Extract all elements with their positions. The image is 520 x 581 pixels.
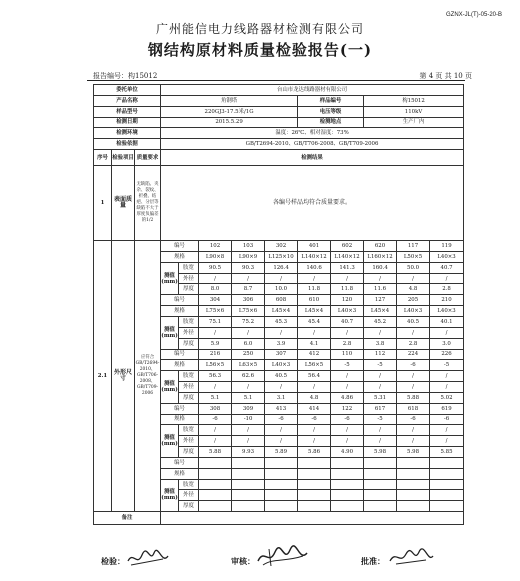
item-header: 检验项目 <box>112 150 135 166</box>
sample-no-value: 构15012 <box>364 95 464 106</box>
outer-cell: / <box>331 436 364 447</box>
id-cell: 401 <box>298 241 331 252</box>
spec-cell: -5 <box>331 360 364 371</box>
thickness-cell: 4.86 <box>331 392 364 403</box>
id-cell: 122 <box>331 403 364 414</box>
outer-cell: / <box>232 436 265 447</box>
id-cell: 120 <box>331 295 364 306</box>
thickness-cell: 5.86 <box>298 447 331 458</box>
environment-row <box>94 128 464 139</box>
thick-label: 厚度 <box>179 284 199 295</box>
id-cell: 302 <box>265 241 298 252</box>
reviewer-signature <box>255 545 311 569</box>
width-cell: / <box>232 425 265 436</box>
thickness-cell: 3.0 <box>430 338 464 349</box>
sample-no-label: 样品编号 <box>298 95 364 106</box>
thickness-cell <box>199 501 232 512</box>
id-label: 编号 <box>161 349 199 360</box>
outer-cell: / <box>199 382 232 393</box>
outer-cell: / <box>331 382 364 393</box>
inspector-signature <box>125 547 171 569</box>
measured-label: 测值(mm) <box>161 371 179 404</box>
outer-cell <box>265 490 298 501</box>
id-cell: 224 <box>397 349 430 360</box>
seq-header: 序号 <box>94 150 112 166</box>
width-cell: 62.6 <box>232 371 265 382</box>
width-cell: 40.5 <box>397 316 430 327</box>
width-cell: 40.1 <box>430 316 464 327</box>
width-cell: 90.5 <box>199 262 232 273</box>
width-cell: / <box>331 371 364 382</box>
spec-label: 规格 <box>161 414 199 425</box>
thickness-cell: 5.1 <box>199 392 232 403</box>
thickness-cell <box>265 501 298 512</box>
width-cell: 75.1 <box>199 316 232 327</box>
id-cell: 413 <box>265 403 298 414</box>
model-label: 样品型号 <box>94 106 161 117</box>
outer-cell: / <box>199 273 232 284</box>
thickness-cell: 2.8 <box>397 338 430 349</box>
id-cell <box>430 457 464 468</box>
spec-cell: -5 <box>364 414 397 425</box>
width-cell <box>364 479 397 490</box>
id-cell: 309 <box>232 403 265 414</box>
outer-cell: / <box>232 382 265 393</box>
outer-cell: / <box>364 436 397 447</box>
outer-cell: / <box>397 436 430 447</box>
outer-cell <box>232 490 265 501</box>
id-row <box>94 241 464 252</box>
report-number: 报告编号：构15012 <box>93 72 158 80</box>
width-cell: 40.5 <box>265 371 298 382</box>
outer-cell: / <box>430 273 464 284</box>
outer-cell <box>430 490 464 501</box>
measured-label: 测值(mm) <box>161 316 179 349</box>
thickness-cell: 8.7 <box>232 284 265 295</box>
outer-cell: / <box>364 273 397 284</box>
id-cell: 110 <box>331 349 364 360</box>
outer-cell: / <box>298 436 331 447</box>
width-cell: / <box>364 371 397 382</box>
spec-cell <box>298 468 331 479</box>
surface-quality-row <box>94 166 464 241</box>
product-label: 产品名称 <box>94 95 161 106</box>
width-cell: / <box>397 425 430 436</box>
width-label: 肢宽 <box>179 262 199 273</box>
outer-label: 外径 <box>179 327 199 338</box>
id-cell <box>397 457 430 468</box>
outer-cell: / <box>199 436 232 447</box>
spec-cell: L45×4 <box>265 306 298 317</box>
thickness-cell: 11.8 <box>331 284 364 295</box>
width-cell: 45.4 <box>298 316 331 327</box>
thick-label: 厚度 <box>179 447 199 458</box>
id-cell: 610 <box>298 295 331 306</box>
width-cell: 126.4 <box>265 262 298 273</box>
spec-cell: -5 <box>364 360 397 371</box>
width-cell: 56.3 <box>199 371 232 382</box>
thickness-cell: 4.8 <box>397 284 430 295</box>
measured-label: 测值(mm) <box>161 425 179 458</box>
model-value: 220GJ3-17.5米/1G <box>161 106 298 117</box>
width-cell <box>265 479 298 490</box>
thickness-cell: 5.02 <box>430 392 464 403</box>
spec-cell: L75×6 <box>199 306 232 317</box>
id-cell: 112 <box>364 349 397 360</box>
id-cell: 414 <box>298 403 331 414</box>
spec-cell: L50×5 <box>397 251 430 262</box>
outer-cell: / <box>331 327 364 338</box>
width-cell: 140.6 <box>298 262 331 273</box>
header-divider <box>87 80 465 81</box>
id-cell: 119 <box>430 241 464 252</box>
basis-label: 检验依据 <box>94 139 161 150</box>
outer-cell: / <box>298 327 331 338</box>
outer-cell: / <box>265 327 298 338</box>
thickness-cell: 2.8 <box>331 338 364 349</box>
outer-cell: / <box>265 382 298 393</box>
outer-cell: / <box>397 327 430 338</box>
voltage-label: 电压等级 <box>298 106 364 117</box>
spec-cell: -6 <box>199 414 232 425</box>
row2-seq: 2.1 <box>94 241 112 512</box>
thickness-cell: 4.8 <box>298 392 331 403</box>
thickness-cell <box>331 501 364 512</box>
thickness-cell: 2.8 <box>430 284 464 295</box>
client-label: 委托单位 <box>94 85 161 96</box>
width-cell: 45.2 <box>364 316 397 327</box>
width-label: 肢宽 <box>179 425 199 436</box>
location-label: 检测地点 <box>298 117 364 128</box>
thickness-cell: 5.88 <box>397 392 430 403</box>
width-cell: / <box>199 425 232 436</box>
outer-cell: / <box>364 327 397 338</box>
spec-cell: -10 <box>232 414 265 425</box>
id-cell: 216 <box>199 349 232 360</box>
outer-cell: / <box>232 273 265 284</box>
width-cell <box>232 479 265 490</box>
width-label: 肢宽 <box>179 316 199 327</box>
outer-label: 外径 <box>179 382 199 393</box>
id-cell: 620 <box>364 241 397 252</box>
spec-cell: -6 <box>298 414 331 425</box>
date-label: 检测日期 <box>94 117 161 128</box>
outer-label: 外径 <box>179 490 199 501</box>
spec-cell <box>232 468 265 479</box>
id-label: 编号 <box>161 457 199 468</box>
thickness-cell: 5.89 <box>265 447 298 458</box>
outer-label: 外径 <box>179 273 199 284</box>
outer-cell: / <box>199 327 232 338</box>
outer-cell: / <box>232 327 265 338</box>
row2-item: 外形尺寸 <box>112 241 135 512</box>
spec-cell: L125×10 <box>265 251 298 262</box>
width-cell: 90.3 <box>232 262 265 273</box>
thickness-cell <box>430 501 464 512</box>
id-cell: 618 <box>397 403 430 414</box>
measured-label: 测值(mm) <box>161 479 179 512</box>
spec-cell: -6 <box>265 414 298 425</box>
environment-value: 温度：26℃、相对湿度：73% <box>161 128 464 139</box>
thickness-cell: 4.1 <box>298 338 331 349</box>
approver-label: 批准： <box>361 556 385 566</box>
measured-label: 测值(mm) <box>161 262 179 295</box>
client-value: 台山市龙达线路器材有限公司 <box>161 85 464 96</box>
spec-cell: L140×12 <box>331 251 364 262</box>
outer-cell: / <box>265 273 298 284</box>
outer-cell: / <box>397 382 430 393</box>
client-row <box>94 85 464 96</box>
id-cell: 205 <box>397 295 430 306</box>
basis-value: GB/T2694-2010、GB/T706-2008、GB/T709-2006 <box>161 139 464 150</box>
result-header-row <box>94 150 464 166</box>
spec-cell <box>265 468 298 479</box>
thickness-cell: 5.98 <box>364 447 397 458</box>
width-cell: / <box>397 371 430 382</box>
id-cell: 103 <box>232 241 265 252</box>
spec-cell: L40×3 <box>397 306 430 317</box>
remarks-row <box>94 512 464 525</box>
spec-cell <box>331 468 364 479</box>
spec-cell: -6 <box>397 414 430 425</box>
width-cell <box>199 479 232 490</box>
id-cell: 102 <box>199 241 232 252</box>
thickness-cell: 5.1 <box>232 392 265 403</box>
spec-cell: -6 <box>331 414 364 425</box>
spec-cell: L40×3 <box>331 306 364 317</box>
reviewer-label: 审核： <box>231 556 255 566</box>
id-cell <box>232 457 265 468</box>
width-cell <box>430 479 464 490</box>
width-cell <box>331 479 364 490</box>
id-cell <box>199 457 232 468</box>
outer-cell: / <box>364 382 397 393</box>
width-cell: 40.7 <box>430 262 464 273</box>
outer-cell <box>397 490 430 501</box>
requirement-header: 质量要求 <box>135 150 161 166</box>
id-cell: 619 <box>430 403 464 414</box>
thickness-cell <box>364 501 397 512</box>
thickness-cell: 5.85 <box>430 447 464 458</box>
id-cell <box>298 457 331 468</box>
thickness-cell <box>298 501 331 512</box>
outer-cell: / <box>265 436 298 447</box>
width-cell: / <box>298 425 331 436</box>
voltage-value: 110kV <box>364 106 464 117</box>
width-cell: 75.2 <box>232 316 265 327</box>
outer-cell: / <box>430 327 464 338</box>
company-name: 广州能信电力线路器材检测有限公司 <box>155 22 364 36</box>
thickness-cell: 5.31 <box>364 392 397 403</box>
outer-cell <box>364 490 397 501</box>
outer-cell: / <box>430 436 464 447</box>
spec-label: 规格 <box>161 251 199 262</box>
product-value: 角钢塔 <box>161 95 298 106</box>
spec-cell: L160×12 <box>364 251 397 262</box>
id-cell: 602 <box>331 241 364 252</box>
spec-cell <box>199 468 232 479</box>
remarks-value <box>161 512 464 525</box>
id-cell: 210 <box>430 295 464 306</box>
inspection-table <box>93 84 464 525</box>
id-label: 编号 <box>161 403 199 414</box>
thickness-cell: 3.9 <box>265 338 298 349</box>
id-cell <box>331 457 364 468</box>
thick-label: 厚度 <box>179 392 199 403</box>
id-cell <box>265 457 298 468</box>
approver-signature <box>386 546 436 568</box>
id-cell: 226 <box>430 349 464 360</box>
spec-cell <box>397 468 430 479</box>
row1-item: 表面质量 <box>112 166 135 241</box>
outer-cell: / <box>430 382 464 393</box>
width-label: 肢宽 <box>179 479 199 490</box>
spec-cell <box>364 468 397 479</box>
id-cell: 306 <box>232 295 265 306</box>
thickness-cell: 3.1 <box>265 392 298 403</box>
thickness-cell: 5.9 <box>199 338 232 349</box>
model-row <box>94 106 464 117</box>
basis-row <box>94 139 464 150</box>
width-cell: / <box>430 371 464 382</box>
id-label: 编号 <box>161 241 199 252</box>
width-cell: 160.4 <box>364 262 397 273</box>
spec-cell: L40×3 <box>265 360 298 371</box>
outer-cell <box>199 490 232 501</box>
spec-label: 规格 <box>161 468 199 479</box>
id-cell: 127 <box>364 295 397 306</box>
id-cell: 617 <box>364 403 397 414</box>
environment-label: 检测环境 <box>94 128 161 139</box>
id-cell: 250 <box>232 349 265 360</box>
width-label: 肢宽 <box>179 371 199 382</box>
id-cell: 608 <box>265 295 298 306</box>
thickness-cell: 5.88 <box>199 447 232 458</box>
date-row <box>94 117 464 128</box>
row1-requirement: 无缺陷、夹杂、裂纹、折叠、结疤、分层等缺陷不大于厚度负偏差的1/2 <box>135 166 161 241</box>
row2-requirement: 应符合GB/T2694-2010、GB/T706-2008、GB/T709-2006 <box>135 241 161 512</box>
outer-cell <box>331 490 364 501</box>
outer-label: 外径 <box>179 436 199 447</box>
date-value: 2015.5.29 <box>161 117 298 128</box>
id-cell: 308 <box>199 403 232 414</box>
spec-cell: L75×6 <box>232 306 265 317</box>
thickness-cell: 6.0 <box>232 338 265 349</box>
spec-cell: L90×9 <box>232 251 265 262</box>
width-cell: 50.0 <box>397 262 430 273</box>
thickness-cell: 11.8 <box>298 284 331 295</box>
id-cell: 304 <box>199 295 232 306</box>
thickness-cell: 5.98 <box>397 447 430 458</box>
result-header: 检测结果 <box>161 150 464 166</box>
width-cell: / <box>265 425 298 436</box>
width-cell: / <box>331 425 364 436</box>
id-cell: 412 <box>298 349 331 360</box>
width-cell: 141.3 <box>331 262 364 273</box>
id-cell <box>364 457 397 468</box>
spec-cell: -6 <box>397 360 430 371</box>
spec-label: 规格 <box>161 360 199 371</box>
thickness-cell <box>232 501 265 512</box>
spec-cell: L140×12 <box>298 251 331 262</box>
outer-cell: / <box>298 273 331 284</box>
outer-cell: / <box>397 273 430 284</box>
width-cell: 45.3 <box>265 316 298 327</box>
thickness-cell: 8.0 <box>199 284 232 295</box>
remarks-label: 备注 <box>94 512 161 525</box>
page-info: 第 4 页 共 10 页 <box>419 72 472 80</box>
thickness-cell: 10.0 <box>265 284 298 295</box>
id-cell: 117 <box>397 241 430 252</box>
spec-cell: L90×8 <box>199 251 232 262</box>
width-cell <box>298 479 331 490</box>
product-row <box>94 95 464 106</box>
row1-seq: 1 <box>94 166 112 241</box>
outer-cell <box>298 490 331 501</box>
thickness-cell: 9.93 <box>232 447 265 458</box>
thickness-cell: 3.8 <box>364 338 397 349</box>
width-cell: / <box>430 425 464 436</box>
thick-label: 厚度 <box>179 501 199 512</box>
id-label: 编号 <box>161 295 199 306</box>
spec-cell: L63×5 <box>232 360 265 371</box>
spec-label: 规格 <box>161 306 199 317</box>
report-title: 钢结构原材料质量检验报告(一) <box>147 41 373 59</box>
spec-cell: -6 <box>430 414 464 425</box>
width-cell: / <box>364 425 397 436</box>
outer-cell: / <box>331 273 364 284</box>
row1-result: 各编号样品均符合质量要求。 <box>161 166 464 241</box>
id-cell: 307 <box>265 349 298 360</box>
width-cell: 56.4 <box>298 371 331 382</box>
location-value: 生产厂内 <box>364 117 464 128</box>
spec-cell: -5 <box>430 360 464 371</box>
spec-cell: L40×3 <box>430 251 464 262</box>
document-code: GZNX-JL(T)-05-20-B <box>445 12 502 18</box>
spec-cell: L45×4 <box>364 306 397 317</box>
inspector-label: 检验： <box>101 556 125 566</box>
spec-cell: L56×5 <box>199 360 232 371</box>
spec-cell: L40×3 <box>430 306 464 317</box>
spec-cell: L56×5 <box>298 360 331 371</box>
thickness-cell: 11.6 <box>364 284 397 295</box>
outer-cell: / <box>298 382 331 393</box>
thickness-cell: 4.90 <box>331 447 364 458</box>
thick-label: 厚度 <box>179 338 199 349</box>
thickness-cell <box>397 501 430 512</box>
width-cell: 40.7 <box>331 316 364 327</box>
width-cell <box>397 479 430 490</box>
spec-cell <box>430 468 464 479</box>
spec-cell: L45×4 <box>298 306 331 317</box>
